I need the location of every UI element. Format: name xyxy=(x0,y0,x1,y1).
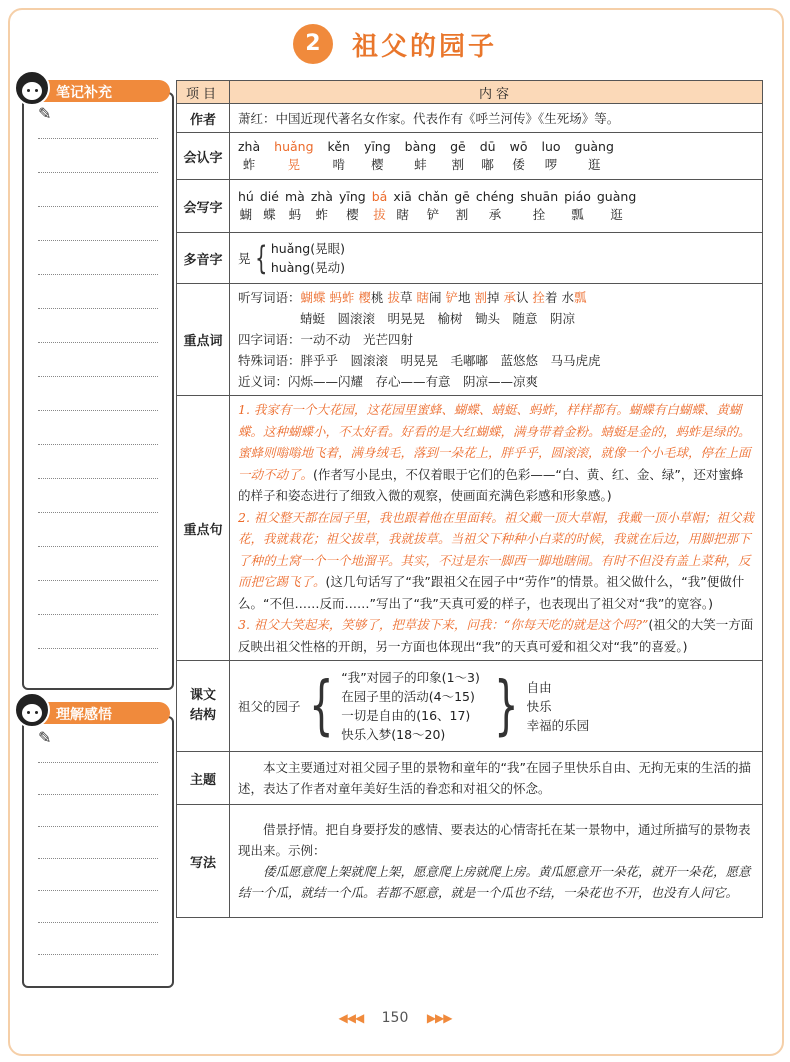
note-line xyxy=(38,274,158,275)
note-line xyxy=(38,580,158,581)
girl-avatar-icon xyxy=(14,70,50,106)
note-line xyxy=(38,890,158,891)
dictation-word: 草 xyxy=(400,290,417,305)
page-number: 150 xyxy=(381,1010,409,1026)
pinyin-char: shuān 拴 xyxy=(520,188,559,222)
note-line xyxy=(38,308,158,309)
sentence-note: (作者写小昆虫，不仅着眼于它们的色彩——“白、黄、红、金、绿”，还对蜜蜂的样子和姿态进行了细致入微的观察，使画面充满色彩感和形象感。) xyxy=(238,466,744,503)
structure-label-2: 结构 xyxy=(189,708,216,723)
pinyin-char: yīng 樱 xyxy=(338,188,366,222)
row-polyphone xyxy=(177,233,763,284)
note-line xyxy=(38,954,158,955)
notes-box[interactable] xyxy=(22,92,174,690)
structure-item: 快乐入梦(18～20) xyxy=(341,727,446,742)
structure-result: 幸福的乐园 xyxy=(526,717,590,733)
structure-label-1: 课文 xyxy=(189,688,216,703)
col-content-header: 内容 xyxy=(230,81,763,104)
four-char-words: 四字词语：一动不动 光芒四射 xyxy=(238,332,414,347)
row-label: 重点词 xyxy=(177,284,230,396)
lesson-title: 祖父的园子 xyxy=(352,31,498,62)
dictation-word: 蝴蝶 xyxy=(300,290,326,305)
polyphone-char: 晃 xyxy=(238,250,251,266)
pinyin-char: bá 拔 xyxy=(371,188,388,222)
structure-item: 在园子里的活动(4～15) xyxy=(341,689,475,704)
row-label: 会认字 xyxy=(177,133,230,180)
pinyin-char: guàng 逛 xyxy=(596,188,637,222)
structure-result: 自由 xyxy=(526,679,552,695)
pinyin-char: zhà 蚱 xyxy=(238,138,261,172)
polyphone-reading: huǎng(晃眼) xyxy=(270,241,345,256)
dictation-word: 掉 xyxy=(487,290,504,305)
reflect-box[interactable] xyxy=(22,716,174,988)
synonym-words: 近义词：闪烁——闪耀 存心——有意 阴凉——凉爽 xyxy=(238,374,539,389)
pinyin-char: piáo 瓢 xyxy=(564,188,591,222)
dictation-word: 割 xyxy=(474,290,488,305)
pinyin-char: yīng 樱 xyxy=(363,138,391,172)
method-example: 倭瓜愿意爬上架就爬上架，愿意爬上房就爬上房。黄瓜愿意开一朵花，就开一朵花，愿意结一个瓜，就结一个瓜。若都不愿意，就是一个瓜也不结，一朵花也不开，也没有人问它。 xyxy=(238,864,751,900)
row-label: 多音字 xyxy=(177,233,230,284)
sentence-3 xyxy=(238,614,754,657)
dictation-words-2: 蜻蜓 圆滚滚 明晃晃 榆树 锄头 随意 阴凉 xyxy=(300,311,576,326)
sentence-note: (这几句话写了“我”跟祖父在园子中“劳作”的情景。祖父做什么，“我”便做什么。“不但……反而……”写出了“我”天真可爱的样子，也表现出了祖父对“我”的宽容。) xyxy=(238,574,745,611)
dictation-word: 瞎 xyxy=(416,290,430,305)
dictation-word: 桃 xyxy=(371,290,388,305)
pinyin-char: gē 割 xyxy=(454,188,470,222)
pinyin-char: huǎng 晃 xyxy=(274,138,314,172)
dictation-word: 承 xyxy=(503,290,517,305)
reflect-heading xyxy=(20,702,170,724)
reflect-label: 理解感悟 xyxy=(56,707,112,723)
keywords-content xyxy=(230,284,763,396)
sentence-1 xyxy=(238,399,754,507)
row-recognize xyxy=(177,133,763,180)
brace-icon: { xyxy=(308,669,334,743)
structure-item: 一切是自由的(16、17) xyxy=(341,708,471,723)
dictation-word: 认 xyxy=(516,290,533,305)
polyphone-content xyxy=(230,233,763,284)
lesson-table xyxy=(176,80,763,918)
pinyin-char: dié 蝶 xyxy=(259,188,279,222)
note-line xyxy=(38,512,158,513)
note-line xyxy=(38,342,158,343)
note-line xyxy=(38,478,158,479)
sentence-2 xyxy=(238,507,754,615)
note-line xyxy=(38,762,158,763)
sentence-quote: 2. 祖父整天都在园子里，我也跟着他在里面转。祖父戴一顶大草帽，我戴一顶小草帽；祖父栽花，我就栽花；祖父拔草，我就拔草。当祖父下种种小白菜的时候，我就在后边，用脚把那下了种的土窝一个一个地溜平。其实，不过是东一脚西一脚地瞎闹。有时不但没有盖上菜种，反而把它踢飞了。 xyxy=(238,509,754,589)
sentence-note: (祖父的大笑一方面反映出祖父性格的开朗，另一方面也体现出“我”的天真可爱和祖父对“我”的喜爱。) xyxy=(238,617,754,654)
dictation-label: 听写词语： xyxy=(238,290,301,305)
author-text: 萧红：中国近现代著名女作家。代表作有《呼兰河传》《生死场》等。 xyxy=(230,104,763,133)
pinyin-char: bàng 蚌 xyxy=(404,138,437,172)
row-theme xyxy=(177,752,763,805)
dictation-word: 瓢 xyxy=(574,290,587,305)
dictation-word: 蚂蚱 xyxy=(329,290,355,305)
pencil-icon: ✎ xyxy=(38,728,52,747)
notes-label: 笔记补充 xyxy=(56,85,112,101)
dictation-word: 铲 xyxy=(445,290,459,305)
theme-text: 本文主要通过对祖父园子里的景物和童年的“我”在园子里快乐自由、无拘无束的生活的描述，表达了作者对童年美好生活的眷恋和对祖父的怀念。 xyxy=(230,752,763,805)
pinyin-char: kěn 啃 xyxy=(327,138,350,172)
recognize-chars xyxy=(230,133,763,180)
pinyin-char: guàng 逛 xyxy=(574,138,614,172)
row-label: 作者 xyxy=(177,104,230,133)
lesson-header xyxy=(0,24,790,64)
note-line xyxy=(38,826,158,827)
girl-avatar-icon xyxy=(14,692,50,728)
note-line xyxy=(38,138,158,139)
dictation-word: 拴 xyxy=(532,290,546,305)
col-item-header: 项目 xyxy=(177,81,230,104)
pinyin-char: chéng 承 xyxy=(475,188,515,222)
note-line xyxy=(38,376,158,377)
note-line xyxy=(38,858,158,859)
special-words: 特殊词语：胖乎乎 圆滚滚 明晃晃 毛嘟嘟 蓝悠悠 马马虎虎 xyxy=(238,353,601,368)
note-line xyxy=(38,546,158,547)
dictation-word: 樱 xyxy=(358,290,372,305)
row-structure xyxy=(177,661,763,752)
lesson-number: 2 xyxy=(293,24,333,64)
pinyin-char: zhà 蚱 xyxy=(310,188,333,222)
method-text: 借景抒情。把自身要抒发的感情、要表达的心情寄托在某一景物中，通过所描写的景物表现出来。示例： xyxy=(238,822,751,858)
prev-arrows-icon: ◀◀◀ xyxy=(338,1011,364,1025)
pinyin-char: chǎn 铲 xyxy=(417,188,449,222)
dictation-word: 地 xyxy=(458,290,475,305)
dictation-word: 着 水 xyxy=(545,290,575,305)
row-sentences xyxy=(177,396,763,661)
write-chars xyxy=(230,180,763,233)
brace-icon: { xyxy=(254,239,267,277)
row-label: 重点句 xyxy=(177,396,230,661)
next-arrows-icon: ▶▶▶ xyxy=(426,1011,452,1025)
sentences-content xyxy=(230,396,763,661)
pinyin-char: mà 蚂 xyxy=(284,188,305,222)
polyphone-reading: huàng(晃动) xyxy=(270,260,345,275)
pinyin-char: hú 蝴 xyxy=(238,188,254,222)
note-line xyxy=(38,794,158,795)
pinyin-char: dū 嘟 xyxy=(479,138,496,172)
row-label: 主题 xyxy=(177,752,230,805)
note-line xyxy=(38,444,158,445)
dictation-words xyxy=(301,290,587,305)
note-line xyxy=(38,648,158,649)
table-header-row xyxy=(177,81,763,104)
pinyin-char: luo 啰 xyxy=(541,138,561,172)
pinyin-char: wō 倭 xyxy=(509,138,528,172)
note-line xyxy=(38,206,158,207)
structure-root: 祖父的园子 xyxy=(238,698,301,714)
note-line xyxy=(38,172,158,173)
structure-item: “我”对园子的印象(1～3) xyxy=(341,670,480,685)
note-line xyxy=(38,614,158,615)
note-line xyxy=(38,240,158,241)
note-line xyxy=(38,410,158,411)
row-label: 写法 xyxy=(177,805,230,918)
pinyin-char: gē 割 xyxy=(450,138,466,172)
sentence-quote: 3. 祖父大笑起来，笑够了，把草拔下来，问我：“你每天吃的就是这个吗?” xyxy=(238,617,649,632)
row-keywords xyxy=(177,284,763,396)
pinyin-char: xiā 瞎 xyxy=(393,188,412,222)
dictation-word: 闹 xyxy=(429,290,446,305)
dictation-word: 拔 xyxy=(387,290,401,305)
structure-result: 快乐 xyxy=(526,698,552,714)
method-content xyxy=(230,805,763,918)
row-write xyxy=(177,180,763,233)
structure-content xyxy=(230,661,763,752)
brace-right-icon: } xyxy=(494,669,519,743)
row-author xyxy=(177,104,763,133)
sentence-quote: 1. 我家有一个大花园，这花园里蜜蜂、蝴蝶、蜻蜓、蚂蚱，样样都有。蝴蝶有白蝴蝶、黄蝴蝶。这种蝴蝶小，不太好看。好看的是大红蝴蝶，满身带着金粉。蜻蜓是金的，蚂蚱是绿的。蜜蜂则嗡嗡地飞着，满身绒毛，落到一朵花上，胖乎乎，圆滚滚，就像一个小毛球，停在上面一动不动了。 xyxy=(238,402,751,482)
row-label xyxy=(177,661,230,752)
page-footer xyxy=(0,1010,790,1026)
row-method xyxy=(177,805,763,918)
pencil-icon: ✎ xyxy=(38,104,52,123)
notes-heading xyxy=(20,80,170,102)
note-line xyxy=(38,922,158,923)
row-label: 会写字 xyxy=(177,180,230,233)
